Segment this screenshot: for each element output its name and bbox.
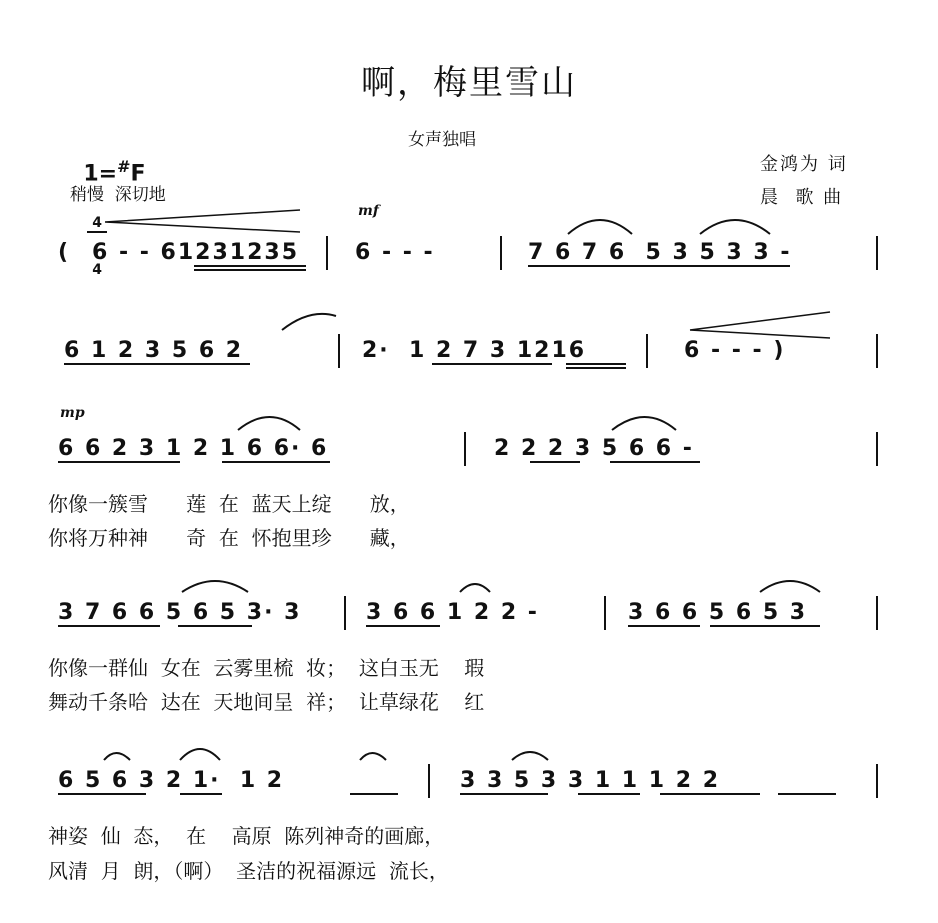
slur [182, 581, 248, 592]
measure-2-2: 2· 1 2 7 3 1216 [362, 338, 587, 363]
sharp-sign: # [117, 157, 131, 176]
decrescendo-hairpin [105, 210, 300, 232]
slur [612, 417, 676, 430]
measure-2-3: 6 - - - ) [684, 338, 786, 363]
measure-1-1: 6 - - 61231235 [92, 240, 300, 265]
triplet-slur [700, 220, 770, 234]
measure-1-2: 6 - - - [355, 240, 435, 265]
composer-credit: 晨 歌 曲 [760, 187, 844, 208]
decrescendo-hairpin [690, 312, 830, 338]
performance-note: 女声独唱 [408, 130, 476, 150]
time-sig-bottom: 4 [92, 262, 102, 279]
lyric-line-5a: 神姿 仙 态， 在 高原 陈列神奇的画廊， [48, 824, 445, 848]
time-sig-top: 4 [87, 216, 107, 233]
triplet-slur [568, 220, 632, 234]
lyricist-credit: 金鸿为 词 [760, 154, 848, 175]
slur [238, 417, 300, 430]
measure-3-1: 6 6 2 3 1 2 1 6 6· 6 [58, 436, 329, 461]
slur [460, 584, 490, 592]
lyric-line-4a: 你像一群仙 女在 云雾里梳 妆； 这白玉无 瑕 [48, 656, 485, 680]
slur [360, 753, 386, 760]
measure-4-2: 3 6 6 1 2 2 - [366, 600, 539, 625]
measure-5-2: 3 3 5 3 3 1 1 1 2 2 [460, 768, 721, 793]
measure-2-1: 6 1 2 3 5 6 2 [64, 338, 244, 363]
tie-slur [282, 314, 336, 330]
key-note: F [130, 161, 146, 187]
dynamic-mp: mp [60, 405, 85, 421]
measure-4-1: 3 7 6 6 5 6 5 3· 3 [58, 600, 302, 625]
open-paren: ( [58, 240, 71, 265]
key-prefix: 1= [83, 161, 118, 187]
slur [180, 749, 220, 760]
dynamic-mf: mf [358, 203, 379, 219]
lyric-line-5b: 风清 月 朗，（啊） 圣洁的祝福源远 流长， [48, 859, 449, 883]
tempo-marking: 稍慢 深切地 [70, 185, 166, 205]
measure-1-3: 7 6 7 6 5 3 5 3 3 - [528, 240, 792, 265]
slur [760, 581, 820, 592]
slur [104, 753, 130, 760]
measure-4-3: 3 6 6 5 6 5 3 [628, 600, 808, 625]
lyric-line-3b: 你将万种神 奇 在 怀抱里珍 藏， [48, 526, 410, 550]
page-title: 啊，梅里雪山 [361, 63, 577, 103]
slur [512, 752, 548, 760]
measure-5-1: 6 5 6 3 2 1· 1 2 [58, 768, 285, 793]
lyric-line-3a: 你像一簇雪 莲 在 蓝天上绽 放， [48, 492, 410, 516]
measure-3-2: 2 2 2 3 5 6 6 - [494, 436, 694, 461]
lyric-line-4b: 舞动千条哈 达在 天地间呈 祥； 让草绿花 红 [48, 690, 485, 714]
